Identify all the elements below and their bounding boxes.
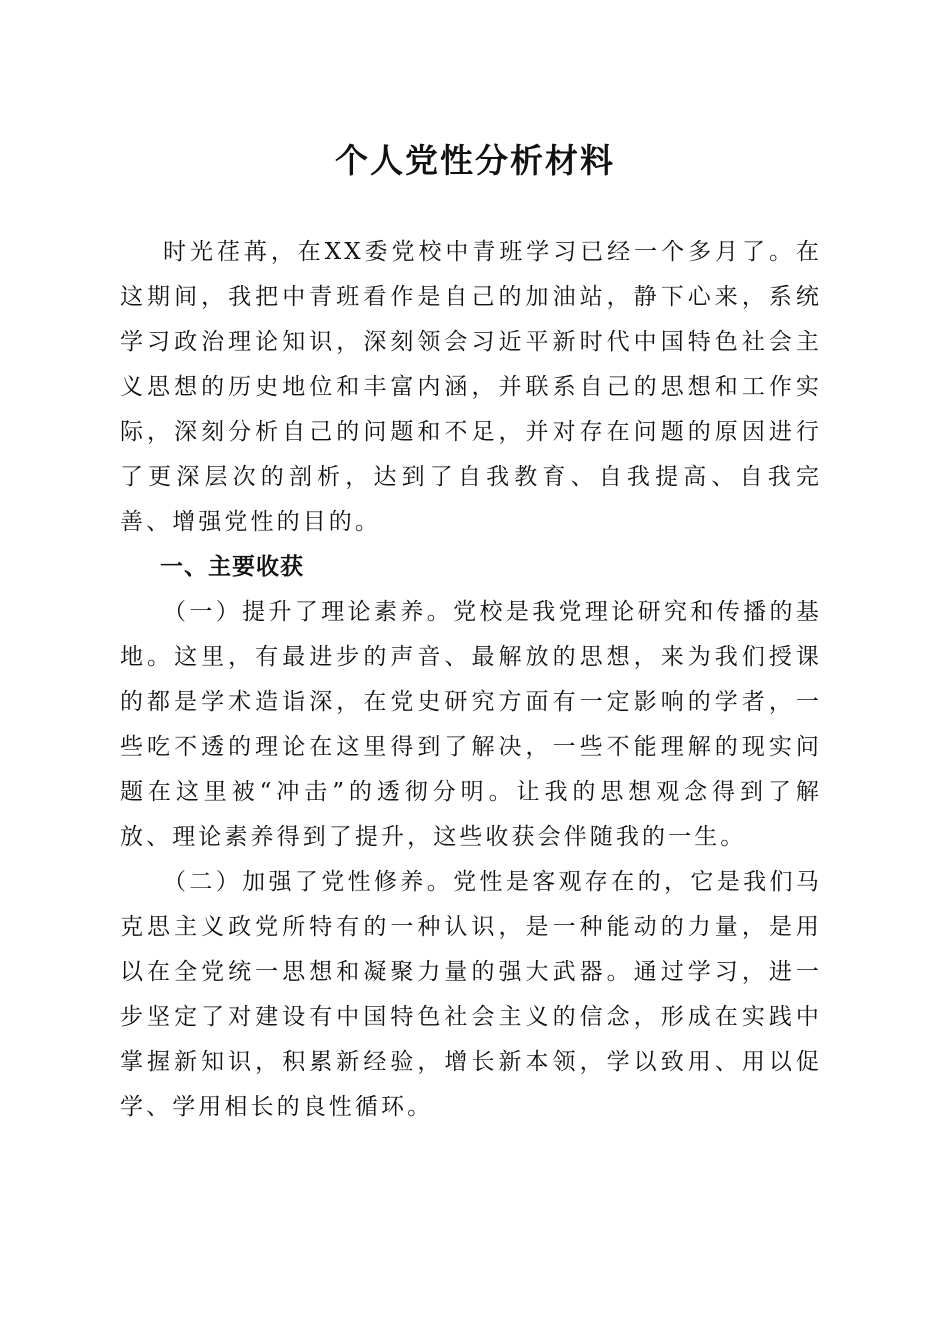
sub-heading: （一）提升了理论素养。 xyxy=(163,599,454,625)
section-item-paragraph xyxy=(120,590,822,860)
section-item-paragraph xyxy=(120,860,822,1130)
document-body xyxy=(120,230,822,1130)
sub-heading-text: 党校是我党理论研究和传播的基地。这里，有最进步的声音、最解放的思想，来为我们授课的都是学术造诣深，在党史研究方面有一定影响的学者，一些吃不透的理论在这里得到了解决，一些不能理解的现实问题在这里被“冲击”的透彻分明。让我的思想观念得到了解放、理论素养得到了提升，这些收获会伴随我的一生。 xyxy=(120,599,822,850)
section-heading: 一、主要收获 xyxy=(160,554,304,580)
sub-heading: （二）加强了党性修养。 xyxy=(163,869,454,895)
document-title: 个人党性分析材料 xyxy=(335,141,615,180)
sub-heading-text: 党性是客观存在的，它是我们马克思主义政党所特有的一种认识，是一种能动的力量，是用以在全党统一思想和凝聚力量的强大武器。通过学习，进一步坚定了对建设有中国特色社会主义的信念，形成在实践中掌握新知识，积累新经验，增长新本领，学以致用、用以促学、学用相长的良性循环。 xyxy=(120,869,822,1120)
intro-paragraph: 时光荏苒，在XX委党校中青班学习已经一个多月了。在这期间，我把中青班看作是自己的加油站，静下心来，系统学习政治理论知识，深刻领会习近平新时代中国特色社会主义思想的历史地位和丰富内涵，并联系自己的思想和工作实际，深刻分析自己的问题和不足，并对存在问题的原因进行了更深层次的剖析，达到了自我教育、自我提高、自我完善、增强党性的目的。 xyxy=(120,239,822,535)
